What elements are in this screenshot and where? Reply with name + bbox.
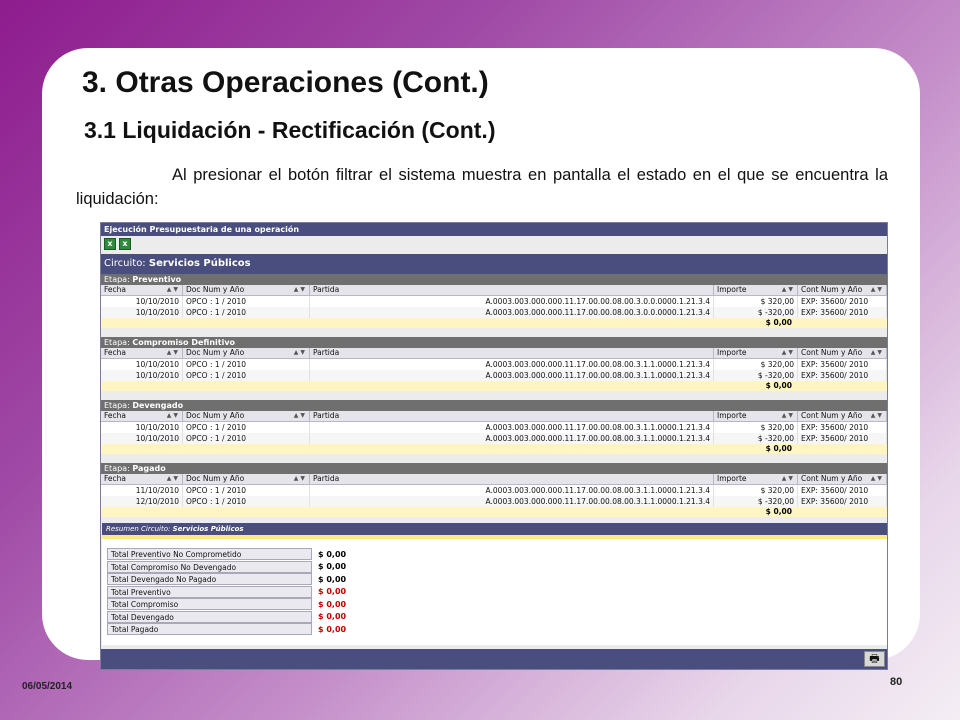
sort-arrows-icon[interactable]: ▲▼: [781, 349, 795, 356]
table-cell: $ 320,00: [714, 359, 798, 370]
table-cell: OPCO : 1 / 2010: [183, 359, 310, 370]
table-cell: A.0003.003.000.000.11.17.00.00.08.00.3.1.1.0000.1.21.3.4: [310, 496, 714, 507]
table-cell: OPCO : 1 / 2010: [183, 296, 310, 307]
column-header-label: Doc Num y Año: [186, 411, 245, 420]
stage-gap: [101, 454, 887, 463]
column-header[interactable]: [798, 348, 887, 359]
column-header[interactable]: [101, 348, 183, 359]
budget-execution-window: [100, 222, 888, 670]
column-header-label: Cont Num y Año: [801, 348, 863, 357]
stage-name: Devengado: [132, 401, 184, 410]
stage-total: $ 0,00: [714, 444, 798, 454]
summary-title: [102, 523, 887, 535]
excel-export-icon[interactable]: x: [104, 238, 116, 250]
summary-label: Total Devengado: [107, 611, 312, 623]
slide-body-text: Al presionar el botón filtrar el sistema muestra en pantalla el estado en el que se encuentra la liquidación:: [76, 166, 888, 208]
summary-title-prefix: Resumen Circuito:: [106, 525, 171, 533]
sort-arrows-icon[interactable]: ▲▼: [870, 412, 884, 419]
total-row-filler: [798, 318, 887, 328]
column-header[interactable]: [101, 411, 183, 422]
total-row-filler: [310, 444, 714, 454]
table-cell: A.0003.003.000.000.11.17.00.00.08.00.3.1.1.0000.1.21.3.4: [310, 485, 714, 496]
table-cell: $ 320,00: [714, 485, 798, 496]
column-header-label: Fecha: [104, 348, 126, 357]
column-header-label: Importe: [717, 411, 747, 420]
column-header[interactable]: [183, 285, 310, 296]
summary-label: Total Pagado: [107, 623, 312, 635]
excel-export-alt-icon[interactable]: x: [119, 238, 131, 250]
column-header[interactable]: [310, 411, 714, 422]
stages-container: [101, 274, 887, 517]
sort-arrows-icon[interactable]: ▲▼: [166, 349, 180, 356]
total-row-filler: [310, 381, 714, 391]
sort-arrows-icon[interactable]: ▲▼: [166, 412, 180, 419]
table-cell: 10/10/2010: [101, 307, 183, 318]
stage-table: [101, 474, 887, 517]
table-cell: $ 320,00: [714, 422, 798, 433]
table-cell: OPCO : 1 / 2010: [183, 485, 310, 496]
column-header[interactable]: [798, 474, 887, 485]
column-header[interactable]: [714, 285, 798, 296]
stage-label: Etapa:: [104, 338, 130, 347]
summary-value: $ 0,00: [318, 549, 347, 559]
column-header-label: Partida: [313, 411, 340, 420]
circuit-label: Circuito:: [104, 258, 146, 269]
table-cell: 12/10/2010: [101, 496, 183, 507]
table-cell: EXP: 35600/ 2010: [798, 307, 887, 318]
stage-total: $ 0,00: [714, 318, 798, 328]
total-row-filler: [183, 318, 310, 328]
column-header-label: Partida: [313, 285, 340, 294]
table-cell: 10/10/2010: [101, 422, 183, 433]
table-cell: OPCO : 1 / 2010: [183, 433, 310, 444]
circuit-bar: [101, 254, 887, 274]
column-header[interactable]: [310, 348, 714, 359]
sort-arrows-icon[interactable]: ▲▼: [781, 475, 795, 482]
total-row-filler: [183, 444, 310, 454]
summary-panel: [102, 523, 887, 645]
summary-row: [107, 573, 887, 586]
column-header-label: Cont Num y Año: [801, 285, 863, 294]
print-button[interactable]: [864, 651, 885, 667]
sort-arrows-icon[interactable]: ▲▼: [166, 286, 180, 293]
sort-arrows-icon[interactable]: ▲▼: [781, 286, 795, 293]
table-cell: OPCO : 1 / 2010: [183, 422, 310, 433]
table-cell: $ -320,00: [714, 496, 798, 507]
stage-bar: [101, 400, 887, 411]
sort-arrows-icon[interactable]: ▲▼: [870, 475, 884, 482]
column-header-label: Importe: [717, 285, 747, 294]
table-cell: 10/10/2010: [101, 359, 183, 370]
column-header[interactable]: [714, 411, 798, 422]
column-header-label: Importe: [717, 348, 747, 357]
table-cell: A.0003.003.000.000.11.17.00.00.08.00.3.1.1.0000.1.21.3.4: [310, 433, 714, 444]
table-cell: A.0003.003.000.000.11.17.00.00.08.00.3.1.1.0000.1.21.3.4: [310, 359, 714, 370]
summary-row: [107, 598, 887, 611]
stage-table: [101, 285, 887, 328]
column-header[interactable]: [798, 285, 887, 296]
slide-page-number: 80: [890, 676, 903, 688]
table-cell: 10/10/2010: [101, 370, 183, 381]
stage-gap: [101, 328, 887, 337]
table-cell: A.0003.003.000.000.11.17.00.00.08.00.3.0.0.0000.1.21.3.4: [310, 307, 714, 318]
column-header-label: Doc Num y Año: [186, 348, 245, 357]
summary-value: $ 0,00: [318, 599, 347, 609]
stage-name: Compromiso Definitivo: [132, 338, 236, 347]
window-footer: [101, 649, 887, 669]
slide-title: 3. Otras Operaciones (Cont.): [82, 66, 489, 99]
table-cell: EXP: 35600/ 2010: [798, 485, 887, 496]
table-cell: 10/10/2010: [101, 433, 183, 444]
sort-arrows-icon[interactable]: ▲▼: [870, 286, 884, 293]
column-header[interactable]: [101, 285, 183, 296]
sort-arrows-icon[interactable]: ▲▼: [293, 475, 307, 482]
summary-label: Total Preventivo: [107, 586, 312, 598]
table-cell: OPCO : 1 / 2010: [183, 496, 310, 507]
summary-row: [107, 586, 887, 599]
summary-row: [107, 611, 887, 624]
stage-label: Etapa:: [104, 464, 130, 473]
summary-row: [107, 561, 887, 574]
summary-value: $ 0,00: [318, 574, 347, 584]
slide-subtitle: 3.1 Liquidación - Rectificación (Cont.): [84, 117, 496, 143]
column-header[interactable]: [183, 474, 310, 485]
table-cell: EXP: 35600/ 2010: [798, 433, 887, 444]
column-header-label: Cont Num y Año: [801, 474, 863, 483]
window-title: Ejecución Presupuestaria de una operación: [101, 223, 887, 236]
summary-row: [107, 548, 887, 561]
total-row-filler: [310, 318, 714, 328]
sort-arrows-icon[interactable]: ▲▼: [293, 349, 307, 356]
summary-label: Total Compromiso No Devengado: [107, 561, 312, 573]
summary-value: $ 0,00: [318, 624, 347, 634]
column-header-label: Fecha: [104, 411, 126, 420]
table-cell: OPCO : 1 / 2010: [183, 307, 310, 318]
toolbar: [101, 236, 887, 253]
table-cell: A.0003.003.000.000.11.17.00.00.08.00.3.1.1.0000.1.21.3.4: [310, 370, 714, 381]
table-cell: $ -320,00: [714, 433, 798, 444]
stage-bar: [101, 463, 887, 474]
sort-arrows-icon[interactable]: ▲▼: [293, 286, 307, 293]
stage-total: $ 0,00: [714, 381, 798, 391]
stage-bar: [101, 337, 887, 348]
column-header-label: Doc Num y Año: [186, 474, 245, 483]
table-cell: OPCO : 1 / 2010: [183, 370, 310, 381]
column-header[interactable]: [183, 411, 310, 422]
table-cell: A.0003.003.000.000.11.17.00.00.08.00.3.0.0.0000.1.21.3.4: [310, 296, 714, 307]
column-header-label: Partida: [313, 348, 340, 357]
stage-name: Pagado: [132, 464, 166, 473]
summary-value: $ 0,00: [318, 587, 347, 597]
column-header[interactable]: [101, 474, 183, 485]
table-cell: EXP: 35600/ 2010: [798, 422, 887, 433]
summary-label: Total Compromiso: [107, 598, 312, 610]
table-cell: A.0003.003.000.000.11.17.00.00.08.00.3.1.1.0000.1.21.3.4: [310, 422, 714, 433]
stage-total: $ 0,00: [714, 507, 798, 517]
table-cell: EXP: 35600/ 2010: [798, 496, 887, 507]
circuit-name: Servicios Públicos: [148, 258, 251, 269]
sort-arrows-icon[interactable]: ▲▼: [781, 412, 795, 419]
total-row-filler: [101, 318, 183, 328]
total-row-filler: [101, 507, 183, 517]
printer-icon: 🖶: [869, 652, 880, 665]
slide-date: 06/05/2014: [22, 681, 73, 692]
total-row-filler: [798, 381, 887, 391]
total-row-filler: [310, 507, 714, 517]
table-cell: 11/10/2010: [101, 485, 183, 496]
total-row-filler: [798, 507, 887, 517]
summary-label: Total Devengado No Pagado: [107, 573, 312, 585]
summary-value: $ 0,00: [318, 612, 347, 622]
sort-arrows-icon[interactable]: ▲▼: [166, 475, 180, 482]
table-cell: EXP: 35600/ 2010: [798, 359, 887, 370]
column-header[interactable]: [310, 285, 714, 296]
column-header[interactable]: [183, 348, 310, 359]
summary-title-name: Servicios Públicos: [172, 525, 244, 533]
column-header-label: Fecha: [104, 474, 126, 483]
stage-table: [101, 411, 887, 454]
stage-label: Etapa:: [104, 401, 130, 410]
column-header-label: Cont Num y Año: [801, 411, 863, 420]
column-header-label: Importe: [717, 474, 747, 483]
column-header[interactable]: [714, 348, 798, 359]
stage-table: [101, 348, 887, 391]
summary-rows: [102, 539, 887, 636]
column-header[interactable]: [310, 474, 714, 485]
table-cell: $ -320,00: [714, 307, 798, 318]
total-row-filler: [101, 444, 183, 454]
column-header[interactable]: [714, 474, 798, 485]
total-row-filler: [183, 381, 310, 391]
column-header-label: Partida: [313, 474, 340, 483]
table-cell: 10/10/2010: [101, 296, 183, 307]
summary-row: [107, 623, 887, 636]
column-header-label: Doc Num y Año: [186, 285, 245, 294]
stage-name: Preventivo: [132, 275, 182, 284]
stage-bar: [101, 274, 887, 285]
table-cell: EXP: 35600/ 2010: [798, 370, 887, 381]
total-row-filler: [183, 507, 310, 517]
stage-label: Etapa:: [104, 275, 130, 284]
table-cell: EXP: 35600/ 2010: [798, 296, 887, 307]
table-cell: $ -320,00: [714, 370, 798, 381]
column-header-label: Fecha: [104, 285, 126, 294]
total-row-filler: [101, 381, 183, 391]
sort-arrows-icon[interactable]: ▲▼: [293, 412, 307, 419]
summary-label: Total Preventivo No Comprometido: [107, 548, 312, 560]
table-cell: $ 320,00: [714, 296, 798, 307]
column-header[interactable]: [798, 411, 887, 422]
summary-value: $ 0,00: [318, 562, 347, 572]
total-row-filler: [798, 444, 887, 454]
stage-gap: [101, 391, 887, 400]
sort-arrows-icon[interactable]: ▲▼: [870, 349, 884, 356]
